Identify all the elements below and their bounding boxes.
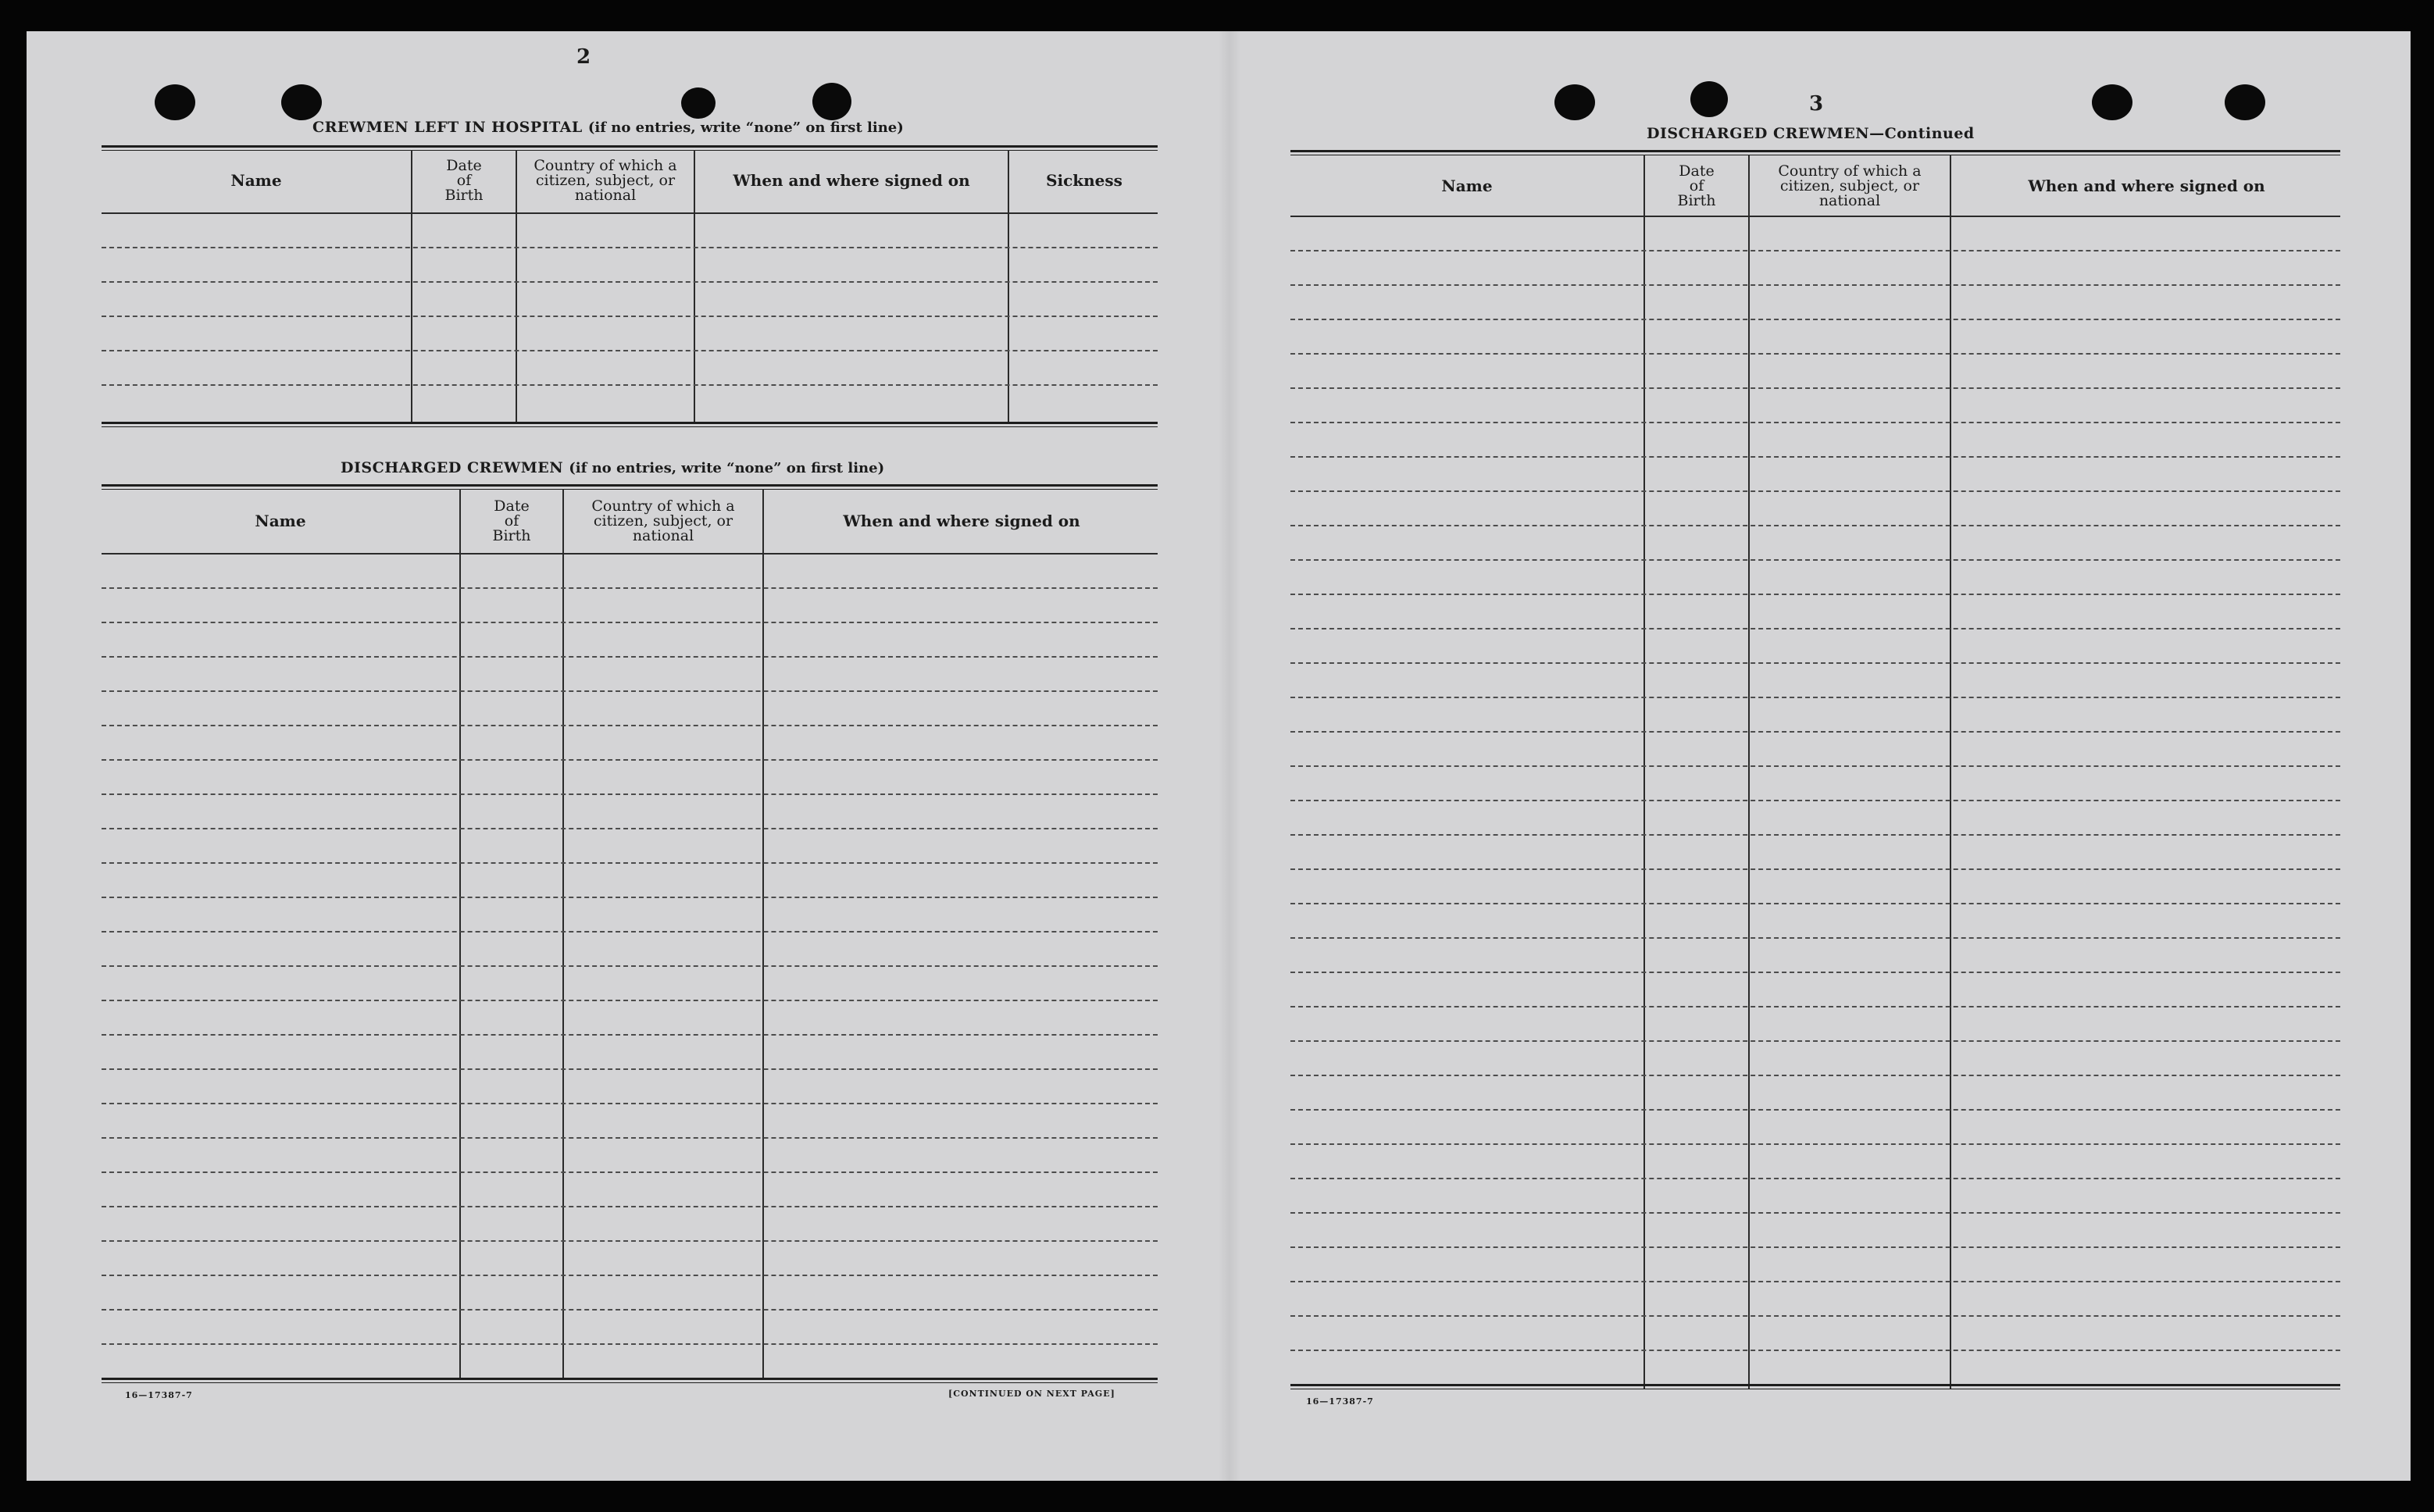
- page-number-right: 3: [1809, 92, 1824, 116]
- col-header-date-of-birth: Date of Birth: [444, 156, 484, 204]
- header-rule: [102, 212, 1158, 214]
- table-row-line: [102, 897, 1158, 898]
- table-row-line: [1290, 1109, 2340, 1111]
- punch-hole: [281, 84, 322, 120]
- col-header-sickness: Sickness: [1046, 170, 1122, 190]
- table-row-line: [102, 622, 1158, 623]
- table-row-line: [102, 725, 1158, 726]
- table-row-line: [102, 759, 1158, 761]
- form-number-left: 16—17387‑7: [125, 1390, 193, 1400]
- table-row-line: [1290, 525, 2340, 526]
- table-row-line: [1290, 1178, 2340, 1179]
- col-header-date-of-birth: Date of Birth: [1677, 162, 1716, 209]
- table-row-line: [102, 1309, 1158, 1311]
- table-row-line: [102, 1343, 1158, 1345]
- col-divider: [1748, 155, 1750, 1389]
- table-bottom-rule: [102, 1378, 1158, 1383]
- col-header-country: Country of which a citizen, subject, or national: [1778, 162, 1922, 209]
- table-row-line: [102, 281, 1158, 283]
- hospital-table: [102, 145, 1158, 431]
- col-divider: [516, 150, 517, 423]
- table-row-line: [1290, 387, 2340, 389]
- table-row-line: [102, 862, 1158, 864]
- table-row-line: [1290, 250, 2340, 251]
- discharged-table-left: [102, 484, 1158, 1382]
- punch-hole: [2225, 84, 2265, 120]
- discharged-table-right: [1290, 150, 2340, 1392]
- col-divider: [694, 150, 695, 423]
- col-header-country: Country of which a citizen, subject, or national: [534, 156, 677, 204]
- table-row-line: [1290, 697, 2340, 698]
- table-row-line: [1290, 422, 2340, 423]
- header-rule: [1290, 216, 2340, 217]
- table-row-line: [102, 1137, 1158, 1139]
- table-row-line: [1290, 1281, 2340, 1282]
- table-row-line: [102, 1068, 1158, 1070]
- table-row-line: [102, 656, 1158, 658]
- table-row-line: [1290, 662, 2340, 664]
- col-header-signed-on: When and where signed on: [843, 511, 1080, 530]
- col-header-signed-on: When and where signed on: [733, 170, 970, 190]
- table-row-line: [1290, 903, 2340, 904]
- table-row-line: [102, 1275, 1158, 1276]
- continued-note: [CONTINUED ON NEXT PAGE]: [948, 1389, 1115, 1399]
- table-row-line: [102, 1171, 1158, 1173]
- col-header-signed-on: When and where signed on: [2028, 176, 2265, 195]
- table-row-line: [102, 1240, 1158, 1242]
- hospital-title-note: (if no entries, write “none” on first line): [587, 119, 904, 136]
- punch-hole: [1690, 81, 1728, 117]
- table-row-line: [102, 931, 1158, 933]
- table-row-line: [1290, 559, 2340, 561]
- punch-hole: [681, 87, 716, 119]
- col-header-country: Country of which a citizen, subject, or national: [591, 497, 735, 544]
- table-row-line: [1290, 490, 2340, 492]
- col-header-name: Name: [230, 170, 282, 190]
- table-row-line: [102, 350, 1158, 351]
- table-row-line: [1290, 456, 2340, 458]
- table-row-line: [1290, 834, 2340, 836]
- page-number-left: 2: [576, 45, 591, 69]
- table-row-line: [102, 1103, 1158, 1104]
- form-number-right: 16—17387‑7: [1306, 1396, 1374, 1407]
- discharged-section-title: [341, 459, 884, 476]
- punch-hole: [2092, 84, 2132, 120]
- col-divider: [1008, 150, 1009, 423]
- table-row-line: [1290, 937, 2340, 939]
- table-row-line: [1290, 284, 2340, 286]
- table-row-line: [102, 1034, 1158, 1036]
- table-bottom-rule: [102, 422, 1158, 427]
- col-divider: [1950, 155, 1951, 1389]
- table-row-line: [1290, 800, 2340, 801]
- table-row-line: [1290, 1075, 2340, 1076]
- table-row-line: [1290, 765, 2340, 767]
- col-header-name: Name: [255, 511, 306, 530]
- discharged-continued-title: DISCHARGED CREWMEN—Continued: [1647, 125, 1975, 142]
- table-row-line: [102, 690, 1158, 692]
- table-row-line: [1290, 1006, 2340, 1007]
- col-header-date-of-birth: Date of Birth: [492, 497, 531, 544]
- hospital-section-title: [312, 119, 904, 136]
- table-row-line: [1290, 628, 2340, 629]
- table-row-line: [1290, 1315, 2340, 1317]
- table-row-line: [1290, 868, 2340, 870]
- table-row-line: [102, 587, 1158, 589]
- table-row-line: [102, 1000, 1158, 1001]
- punch-hole: [1554, 84, 1595, 120]
- table-row-line: [1290, 1246, 2340, 1248]
- table-row-line: [1290, 353, 2340, 355]
- table-row-line: [1290, 1212, 2340, 1214]
- table-row-line: [1290, 594, 2340, 595]
- header-rule: [102, 553, 1158, 555]
- table-row-line: [1290, 1350, 2340, 1351]
- table-row-line: [102, 965, 1158, 967]
- hospital-title-text: CREWMEN LEFT IN HOSPITAL: [312, 119, 583, 136]
- table-row-line: [102, 316, 1158, 317]
- punch-hole: [155, 84, 195, 120]
- table-row-line: [102, 1206, 1158, 1207]
- table-bottom-rule: [1290, 1384, 2340, 1389]
- table-row-line: [1290, 1040, 2340, 1042]
- table-row-line: [1290, 1143, 2340, 1145]
- table-row-line: [102, 247, 1158, 248]
- col-header-name: Name: [1441, 176, 1493, 195]
- col-divider: [1643, 155, 1645, 1389]
- table-row-line: [1290, 319, 2340, 320]
- page-fold: [1219, 31, 1240, 1481]
- table-row-line: [1290, 972, 2340, 973]
- table-row-line: [102, 828, 1158, 829]
- table-row-line: [1290, 731, 2340, 733]
- col-divider: [411, 150, 412, 423]
- table-row-line: [102, 793, 1158, 795]
- discharged-title-note: (if no entries, write “none” on first line): [569, 460, 885, 476]
- discharged-title-text: DISCHARGED CREWMEN: [341, 459, 564, 476]
- punch-hole: [812, 83, 851, 120]
- table-row-line: [102, 384, 1158, 386]
